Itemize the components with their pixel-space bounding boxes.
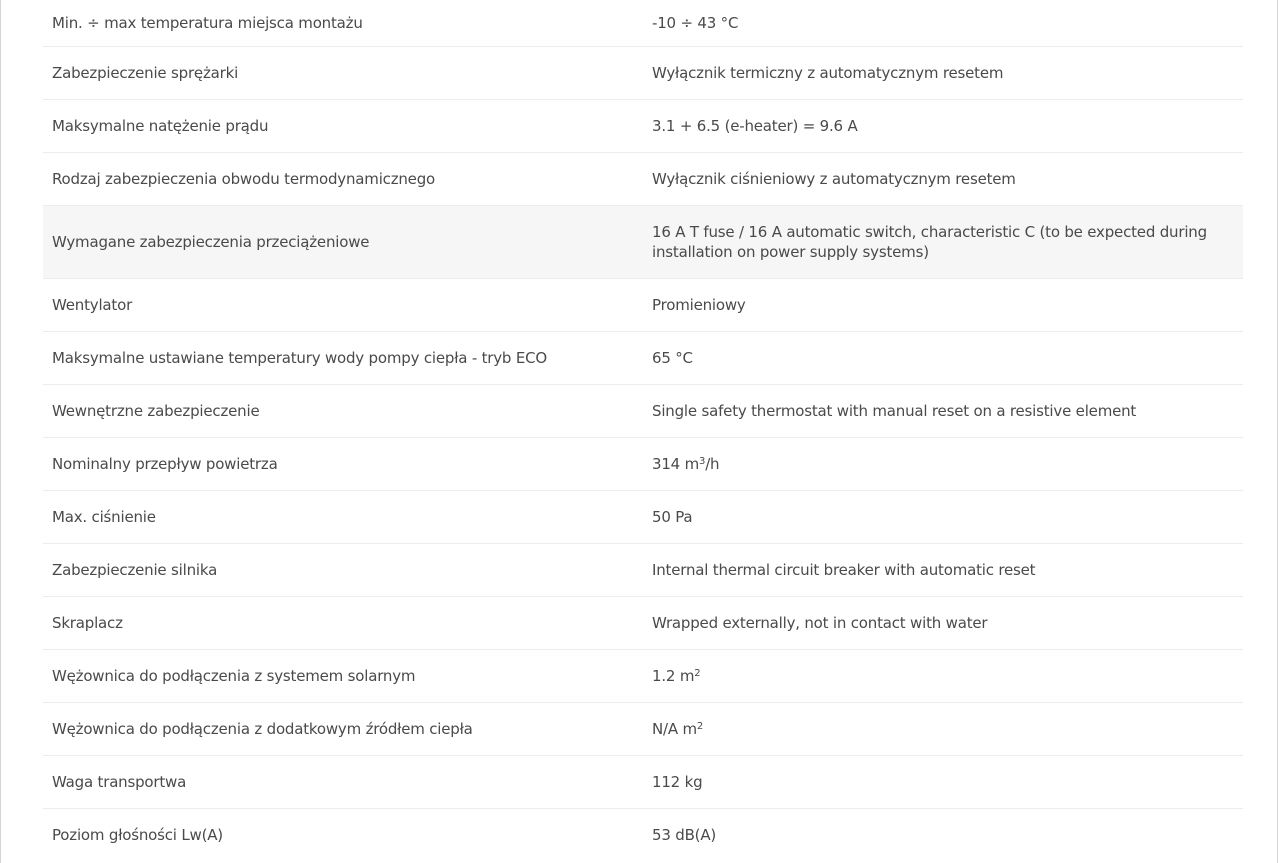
spec-value bbox=[643, 702, 1243, 755]
spec-value bbox=[643, 437, 1243, 490]
spec-label: Max. ciśnienie bbox=[43, 490, 643, 543]
spec-label: Maksymalne natężenie prądu bbox=[43, 99, 643, 152]
spec-value: Wrapped externally, not in contact with water bbox=[643, 596, 1243, 649]
spec-row-auxiliary-heat-coil bbox=[43, 702, 1243, 755]
spec-row-nominal-airflow bbox=[43, 437, 1243, 490]
spec-row-max-current bbox=[43, 99, 1243, 152]
spec-value: 3.1 + 6.5 (e-heater) = 9.6 A bbox=[643, 99, 1243, 152]
spec-label: Skraplacz bbox=[43, 596, 643, 649]
spec-row-internal-protection bbox=[43, 384, 1243, 437]
spec-label: Wentylator bbox=[43, 278, 643, 331]
spec-table bbox=[43, 0, 1243, 861]
value-number: 1.2 m bbox=[652, 666, 695, 685]
spec-row-overload-protection bbox=[43, 205, 1243, 278]
spec-label: Poziom głośności Lw(A) bbox=[52, 825, 223, 844]
spec-value: Internal thermal circuit breaker with automatic reset bbox=[643, 543, 1243, 596]
spec-row-condenser bbox=[43, 596, 1243, 649]
spec-value: -10 ÷ 43 °C bbox=[643, 0, 1243, 46]
spec-value: 16 A T fuse / 16 A automatic switch, characteristic C (to be expected during installation on power supply systems) bbox=[643, 205, 1243, 278]
spec-row-fan bbox=[43, 278, 1243, 331]
unit-superscript: 2 bbox=[696, 720, 704, 732]
value-number: N/A m bbox=[652, 719, 697, 738]
spec-row-transport-weight bbox=[43, 755, 1243, 808]
spec-row-max-pressure bbox=[43, 490, 1243, 543]
spec-label: Zabezpieczenie silnika bbox=[43, 543, 643, 596]
spec-value: Promieniowy bbox=[643, 278, 1243, 331]
spec-row-max-water-temp-eco bbox=[43, 331, 1243, 384]
spec-label: Wężownica do podłączenia z dodatkowym źródłem ciepła bbox=[43, 702, 643, 755]
value-suffix: /h bbox=[705, 454, 720, 473]
spec-label: Wymagane zabezpieczenia przeciążeniowe bbox=[43, 205, 643, 278]
spec-label: Rodzaj zabezpieczenia obwodu termodynamicznego bbox=[43, 152, 643, 205]
spec-label: Nominalny przepływ powietrza bbox=[43, 437, 643, 490]
spec-row-thermodynamic-circuit-protection bbox=[43, 152, 1243, 205]
spec-label: Min. ÷ max temperatura miejsca montażu bbox=[43, 0, 643, 46]
spec-value: 65 °C bbox=[643, 331, 1243, 384]
spec-row-install-temperature bbox=[43, 0, 1243, 46]
spec-row-sound-power bbox=[43, 808, 1243, 861]
spec-value: 53 dB(A) bbox=[652, 825, 717, 844]
spec-label: Zabezpieczenie sprężarki bbox=[43, 46, 643, 99]
spec-value: Single safety thermostat with manual reset on a resistive element bbox=[643, 384, 1243, 437]
spec-row-solar-coil bbox=[43, 649, 1243, 702]
spec-label: Wężownica do podłączenia z systemem solarnym bbox=[43, 649, 643, 702]
value-number: 314 m bbox=[652, 454, 700, 473]
spec-value: Wyłącznik ciśnieniowy z automatycznym resetem bbox=[643, 152, 1243, 205]
spec-label: Maksymalne ustawiane temperatury wody pompy ciepła - tryb ECO bbox=[43, 331, 643, 384]
unit-superscript: 2 bbox=[694, 667, 701, 679]
unit-superscript: 3 bbox=[699, 455, 706, 467]
spec-label: Wewnętrzne zabezpieczenie bbox=[43, 384, 643, 437]
spec-value: Wyłącznik termiczny z automatycznym resetem bbox=[643, 46, 1243, 99]
spec-value: 112 kg bbox=[643, 755, 1243, 808]
spec-label: Waga transportwa bbox=[43, 755, 643, 808]
spec-value: 50 Pa bbox=[643, 490, 1243, 543]
spec-row-compressor-protection bbox=[43, 46, 1243, 99]
spec-value bbox=[643, 649, 1243, 702]
spec-row-motor-protection bbox=[43, 543, 1243, 596]
spec-table-body bbox=[43, 0, 1243, 861]
